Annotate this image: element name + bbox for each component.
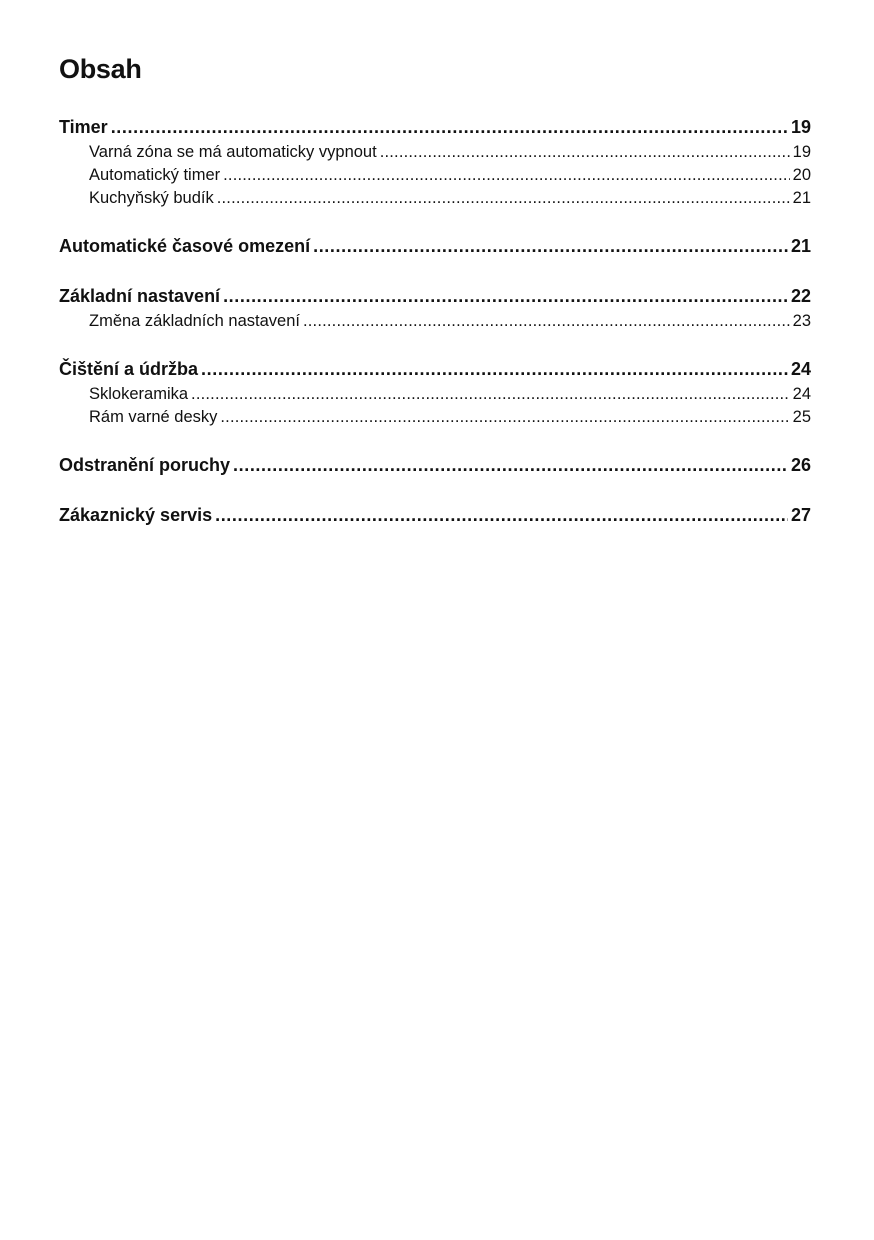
toc-entry-label: Odstranění poruchy xyxy=(59,455,231,475)
toc-section-customer-service xyxy=(59,502,811,529)
toc-subentry[interactable] xyxy=(59,310,811,333)
page-title: Obsah xyxy=(59,54,142,84)
toc-subentry[interactable] xyxy=(59,383,811,406)
toc-entry-label: Čištění a údržba xyxy=(59,359,199,379)
toc-page-number: 19 xyxy=(790,117,811,137)
toc-subentry-label: Rám varné desky xyxy=(89,408,218,426)
toc-entry-automatic-time-limit[interactable] xyxy=(59,233,811,260)
toc-page-number: 27 xyxy=(790,505,811,525)
dot-leader xyxy=(111,114,788,141)
toc-subentry[interactable] xyxy=(59,187,811,210)
toc-page-number: 24 xyxy=(790,359,811,379)
toc-section-time-limit xyxy=(59,233,811,260)
toc-page-number: 21 xyxy=(790,236,811,256)
toc-section-timer xyxy=(59,114,811,210)
toc-page-number: 24 xyxy=(792,385,811,403)
toc-entry-label: Základní nastavení xyxy=(59,286,221,306)
toc-subentry-label: Varná zóna se má automaticky vypnout xyxy=(89,143,377,161)
toc-subentry-label: Sklokeramika xyxy=(89,385,189,403)
toc-page-number: 20 xyxy=(792,166,811,184)
toc-entry-basic-settings[interactable] xyxy=(59,283,811,310)
toc-section-troubleshooting xyxy=(59,452,811,479)
toc-subentry[interactable] xyxy=(59,164,811,187)
toc-page-number: 26 xyxy=(790,455,811,475)
dot-leader xyxy=(217,187,790,210)
dot-leader xyxy=(220,406,789,429)
toc-page-number: 21 xyxy=(792,189,811,207)
toc-subentry[interactable] xyxy=(59,141,811,164)
toc-entry-label: Timer xyxy=(59,117,108,137)
dot-leader xyxy=(223,164,790,187)
dot-leader xyxy=(233,452,788,479)
toc-page-number: 23 xyxy=(792,312,811,330)
toc-subentry-label: Kuchyňský budík xyxy=(89,189,214,207)
toc-section-cleaning xyxy=(59,356,811,429)
toc-page-number: 25 xyxy=(792,408,811,426)
toc-entry-troubleshooting[interactable] xyxy=(59,452,811,479)
toc-page-number: 19 xyxy=(792,143,811,161)
dot-leader xyxy=(223,283,788,310)
dot-leader xyxy=(191,383,790,406)
toc-subentry-label: Automatický timer xyxy=(89,166,221,184)
toc-entry-timer[interactable] xyxy=(59,114,811,141)
toc-page-number: 22 xyxy=(790,286,811,306)
table-of-contents xyxy=(59,114,811,552)
dot-leader xyxy=(303,310,790,333)
toc-subentry[interactable] xyxy=(59,406,811,429)
dot-leader xyxy=(201,356,788,383)
toc-entry-label: Automatické časové omezení xyxy=(59,236,311,256)
dot-leader xyxy=(215,502,788,529)
toc-entry-customer-service[interactable] xyxy=(59,502,811,529)
toc-entry-cleaning[interactable] xyxy=(59,356,811,383)
dot-leader xyxy=(313,233,788,260)
toc-section-basic-settings xyxy=(59,283,811,333)
toc-entry-label: Zákaznický servis xyxy=(59,505,213,525)
toc-subentry-label: Změna základních nastavení xyxy=(89,312,300,330)
dot-leader xyxy=(380,141,790,164)
